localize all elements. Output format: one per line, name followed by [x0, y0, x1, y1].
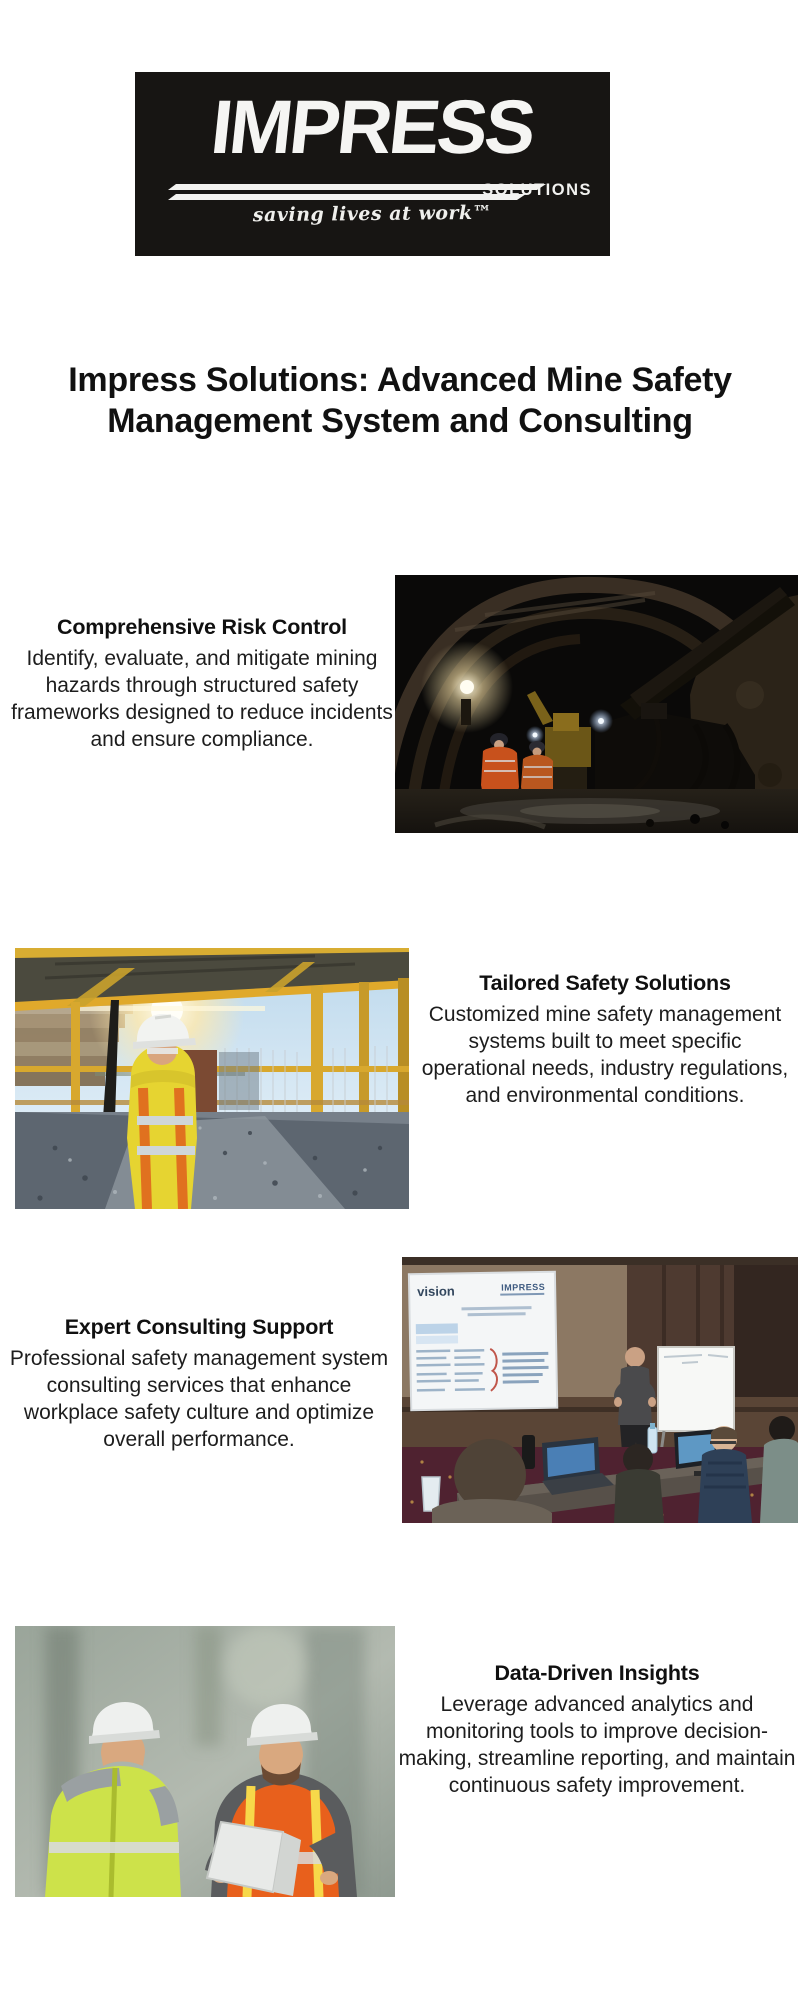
impress-logo: [135, 72, 610, 256]
section-body: Professional safety management system consulting services that enhance workplace safety culture and optimize overall performance.: [9, 1346, 389, 1451]
section-body: Customized mine safety management systems built to meet specific operational needs, industry regulations, and environmental conditions.: [421, 1002, 789, 1107]
site-worker-illustration: [15, 948, 409, 1209]
section-title: Expert Consulting Support: [64, 1315, 334, 1339]
worker-figure: [127, 1014, 197, 1209]
workers-laptop-illustration: [15, 1626, 395, 1897]
consulting-presentation-room-photo: [402, 1257, 798, 1523]
mine-site-worker-canopy-photo: [15, 948, 409, 1209]
section-title: Data-Driven Insights: [494, 1661, 700, 1685]
presentation-illustration: [402, 1257, 798, 1523]
workers-reviewing-laptop-photo: [15, 1626, 395, 1897]
section-risk-control-text: [8, 614, 396, 753]
section-body: Identify, evaluate, and mitigate mining hazards through structured safety frameworks designed to reduce incidents and ensure compliance.: [11, 646, 393, 751]
logo-tagline: saving lives at work™: [252, 201, 493, 227]
svg-text:vision: vision: [417, 1283, 455, 1300]
section-consulting-text: [3, 1314, 395, 1453]
section-body: Leverage advanced analytics and monitoring tools to improve decision-making, streamline reporting, and maintain continuous safety improvement.: [398, 1692, 796, 1797]
section-title: Tailored Safety Solutions: [479, 971, 731, 995]
mine-illustration: [395, 575, 798, 833]
underground-mine-drilling-photo: [395, 575, 798, 833]
page-title: Impress Solutions: Advanced Mine Safety Management System and Consulting: [68, 361, 732, 441]
section-data-insights-text: [398, 1660, 796, 1799]
logo-sub-brand-text: SOLUTIONS: [482, 181, 592, 199]
section-title: Comprehensive Risk Control: [57, 615, 347, 639]
projection-screen: [409, 1272, 557, 1411]
section-tailored-solutions-text: [414, 970, 796, 1109]
logo-brand-text: IMPRESS: [207, 85, 538, 170]
svg-text:IMPRESS: IMPRESS: [501, 1281, 546, 1293]
